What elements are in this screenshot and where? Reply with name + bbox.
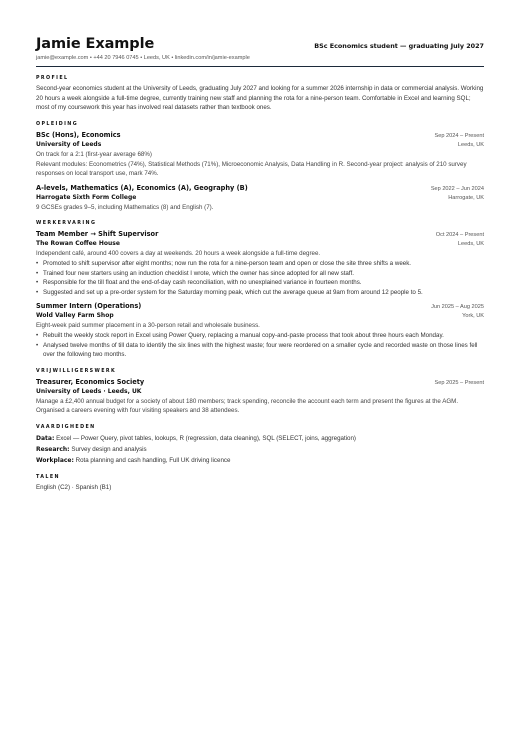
job-bullet: • Rebuilt the weekly stock report in Excel using Power Query, replacing a manual copy-and-paste process that took about three hours each Monday.	[36, 331, 484, 341]
skill-label: Research:	[36, 445, 70, 453]
contact-line: jamie@example.com • +44 20 7946 0745 • Leeds, UK • linkedin.com/in/jamie-example	[36, 55, 250, 61]
job-location: York, UK	[462, 313, 484, 320]
volunteer-entry	[36, 377, 484, 416]
volunteer-summary: Manage a £2,400 annual budget for a society of about 180 members; track spending, reconcile the account each term and present the figures at the AGM. Organised a careers evening with four visiting speakers and 38 attendees.	[36, 397, 459, 415]
job-summary: Independent café, around 400 covers a day at weekends. 20 hours a week alongside a full-time degree.	[36, 250, 321, 258]
job-bullet: • Responsible for the till float and the end-of-day cash reconciliation, with no unexplained variance in fourteen months.	[36, 278, 484, 288]
education-date: Sep 2024 – Present	[434, 133, 484, 140]
education-detail: 9 GCSEs grades 9–5, including Mathematics (8) and English (7).	[36, 203, 214, 211]
job-title: Team Member → Shift Supervisor	[36, 230, 159, 239]
job-bullet: • Suggested and set up a pre-order system for the Saturday morning peak, which cut the average queue at 9am from around 12 people to 5.	[36, 288, 484, 298]
job-bullets	[36, 259, 484, 297]
education-detail: Relevant modules: Econometrics (74%), Statistical Methods (71%), Microeconomic Analysis, Data Handling in R. Second-year project: analysis of 210 survey responses on local transport use, mark 74%.	[36, 160, 467, 178]
skill-row	[36, 455, 484, 466]
education-institution: Harrogate Sixth Form College	[36, 193, 137, 201]
job-location: Leeds, UK	[457, 241, 484, 248]
job-employer: Wold Valley Farm Shop	[36, 312, 114, 320]
section-title-skills: VAARDIGHEDEN	[36, 424, 96, 430]
education-location: Leeds, UK	[457, 142, 484, 149]
education-institution: University of Leeds	[36, 141, 102, 149]
work-entry	[36, 229, 484, 297]
skill-row	[36, 444, 484, 455]
job-date: Jun 2025 – Aug 2025	[431, 304, 484, 311]
section-title-languages: TALEN	[36, 474, 60, 480]
candidate-name: Jamie Example	[36, 36, 155, 52]
education-entry	[36, 130, 484, 179]
job-bullet: • Trained four new starters using an induction checklist I wrote, which the owner has since adopted for all new staff.	[36, 269, 484, 279]
skill-value: Survey design and analysis	[71, 445, 147, 453]
profile-text: Second-year economics student at the University of Leeds, graduating July 2027 and looking for a summer 2026 internship in data or commercial analysis. Working 20 hours a week alongside a full-time degree, currently training new staff and planning the rota for a nine-person team. Comfortable in Excel and learning SQL; most of my coursework this year has involved real datasets rather than textbook ones.	[36, 85, 484, 112]
job-date: Oct 2024 – Present	[435, 232, 484, 239]
skill-label: Data:	[36, 434, 55, 442]
job-bullet: • Promoted to shift supervisor after eight months; now run the rota for a nine-person team and open or close the site three shifts a week.	[36, 259, 484, 269]
volunteer-role: Treasurer, Economics Society	[36, 377, 145, 386]
volunteer-date: Sep 2025 – Present	[434, 379, 484, 386]
job-bullets	[36, 331, 484, 360]
education-title: BSc (Hons), Economics	[36, 131, 121, 140]
job-employer: The Rowan Coffee House	[36, 240, 120, 248]
education-detail: On track for a 2:1 (first-year average 68%)	[36, 151, 152, 159]
education-location: Harrogate, UK	[448, 194, 484, 201]
section-title-profile: PROFIEL	[36, 76, 69, 82]
job-title: Summer Intern (Operations)	[36, 302, 142, 311]
candidate-headline: BSc Economics student — graduating July 2027	[314, 42, 484, 50]
header-divider	[36, 66, 484, 67]
skill-row	[36, 433, 484, 444]
section-title-work: WERKERVARING	[36, 221, 97, 227]
section-title-volunteering: VRIJWILLIGERSWERK	[36, 368, 117, 374]
languages-text: English (C2) · Spanish (B1)	[36, 483, 112, 491]
education-entry	[36, 183, 484, 213]
education-title: A-levels, Mathematics (A), Economics (A), Geography (B)	[36, 183, 248, 192]
job-summary: Eight-week paid summer placement in a 30-person retail and wholesale business.	[36, 322, 260, 330]
skill-value: Excel — Power Query, pivot tables, lookups, R (regression, data cleaning), SQL (SELECT, joins, aggregation)	[56, 434, 356, 442]
education-date: Sep 2022 – Jun 2024	[430, 185, 484, 192]
volunteer-organisation: University of Leeds · Leeds, UK	[36, 387, 142, 395]
work-entry	[36, 301, 484, 359]
resume-header	[36, 36, 484, 52]
skill-label: Workplace:	[36, 456, 74, 464]
job-bullet: • Analysed twelve months of till data to identify the six lines with the highest waste; four were reordered on a smaller cycle and recorded waste on those lines fell over the following two months.	[36, 341, 484, 360]
section-title-education: OPLEIDING	[36, 122, 79, 128]
skill-value: Rota planning and cash handling, Full UK driving licence	[75, 456, 231, 464]
